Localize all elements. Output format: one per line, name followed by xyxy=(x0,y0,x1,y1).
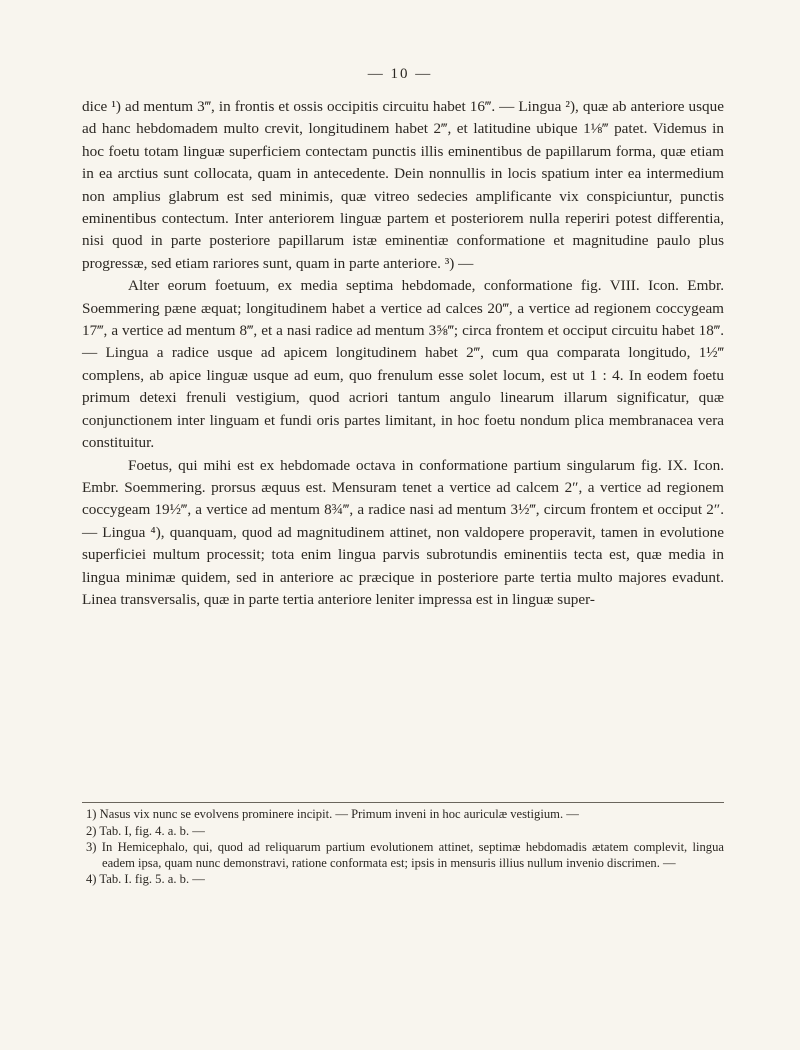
footnote-divider xyxy=(82,802,724,803)
footnote-1: 1) Nasus vix nunc se evolvens prominere incipit. — Primum inveni in hoc auriculæ vestigium. — xyxy=(86,807,579,821)
footnotes xyxy=(82,802,724,889)
paragraph-3: Foetus, qui mihi est ex hebdomade octava in conformatione partium singularum fig. IX. Icon. Embr. Soemmering. prorsus æquus est. Mensuram tenet a vertice ad calcem 2″, a vertice ad regionem coccygeam 19½‴, a vertice ad mentum 8¾‴, a radice nasi ad mentum 3½‴, circum frontem et occiput 2″. — Lingua ⁴), quanquam, quod ad magnitudinem attinet, non valdopere properavit, tamen in evolutione superficiei multum processit; tota enim lingua parvis subrotundis eminentiis tecta est, quæ media in lingua minimæ quidem, sed in anteriore ac præcique in posteriore parte tertia multo majores evadunt. Linea transversalis, quæ in parte tertia anteriore leniter impressa est in linguæ super- xyxy=(82,456,724,608)
paragraph-1: dice ¹) ad mentum 3‴, in frontis et ossis occipitis circuitu habet 16‴. — Lingua ²), quæ ab anteriore usque ad hanc hebdomadem multo crevit, longitudinem habet 2‴, et latitudine ubique 1⅛‴ patet. Videmus in hoc foetu totam linguæ superficiem contectam punctis illis eminentibus de papillarum forma, quæ etiam in ea arctius sunt collocata, quam in antecedente. Dein nonnullis in locis spatium inter ea intermedium non amplius glabrum est sed minimis, quæ vitreo sedecies amplificante vix conspiciuntur, punctis eminentibus contectum. Inter anteriorem linguæ partem et posteriorem nulla reperiri potest differentia, nisi quod in parte posteriore papillarum istæ eminentiæ conformatione et magnitudine paulo plus progressæ, sed etiam rariores sunt, quam in parte anteriore. ³) — xyxy=(82,98,724,272)
main-text xyxy=(82,96,724,611)
page-number: — 10 — xyxy=(367,66,433,82)
footnote-2: 2) Tab. I, fig. 4. a. b. — xyxy=(86,823,205,838)
footnote-3: 3) In Hemicephalo, qui, quod ad reliquarum partium evolutionem attinet, septimæ hebdomadis ætatem complevit, lingua eadem ipsa, quam nunc demonstravi, ratione conformata est; ipsis in mensuris illius nullum invenio discrimen. — xyxy=(86,840,724,870)
footnote-4: 4) Tab. I. fig. 5. a. b. — xyxy=(86,872,205,887)
paragraph-2: Alter eorum foetuum, ex media septima hebdomade, conformatione fig. VIII. Icon. Embr. Soemmering pæne æquat; longitudinem habet a vertice ad calces 20‴, a vertice ad regionem coccygeam 17‴, a vertice ad mentum 8‴, et a nasi radice ad mentum 3⅝‴; circa frontem et occiput circuitu habet 18‴. — Lingua a radice usque ad apicem longitudinem habet 2‴, cum qua comparata longitudo, 1½‴ complens, ab apice linguæ usque ad eum, quo frenulum esse solet locum, est ut 1 : 4. In eodem foetu primum detexi frenuli vestigium, quod acriori tantum angulo linearum illarum significatur, quæ conjunctionem inter linguam et fundi oris partes limitant, in hoc foetu nondum plica membranacea vera constituitur. xyxy=(82,277,724,452)
